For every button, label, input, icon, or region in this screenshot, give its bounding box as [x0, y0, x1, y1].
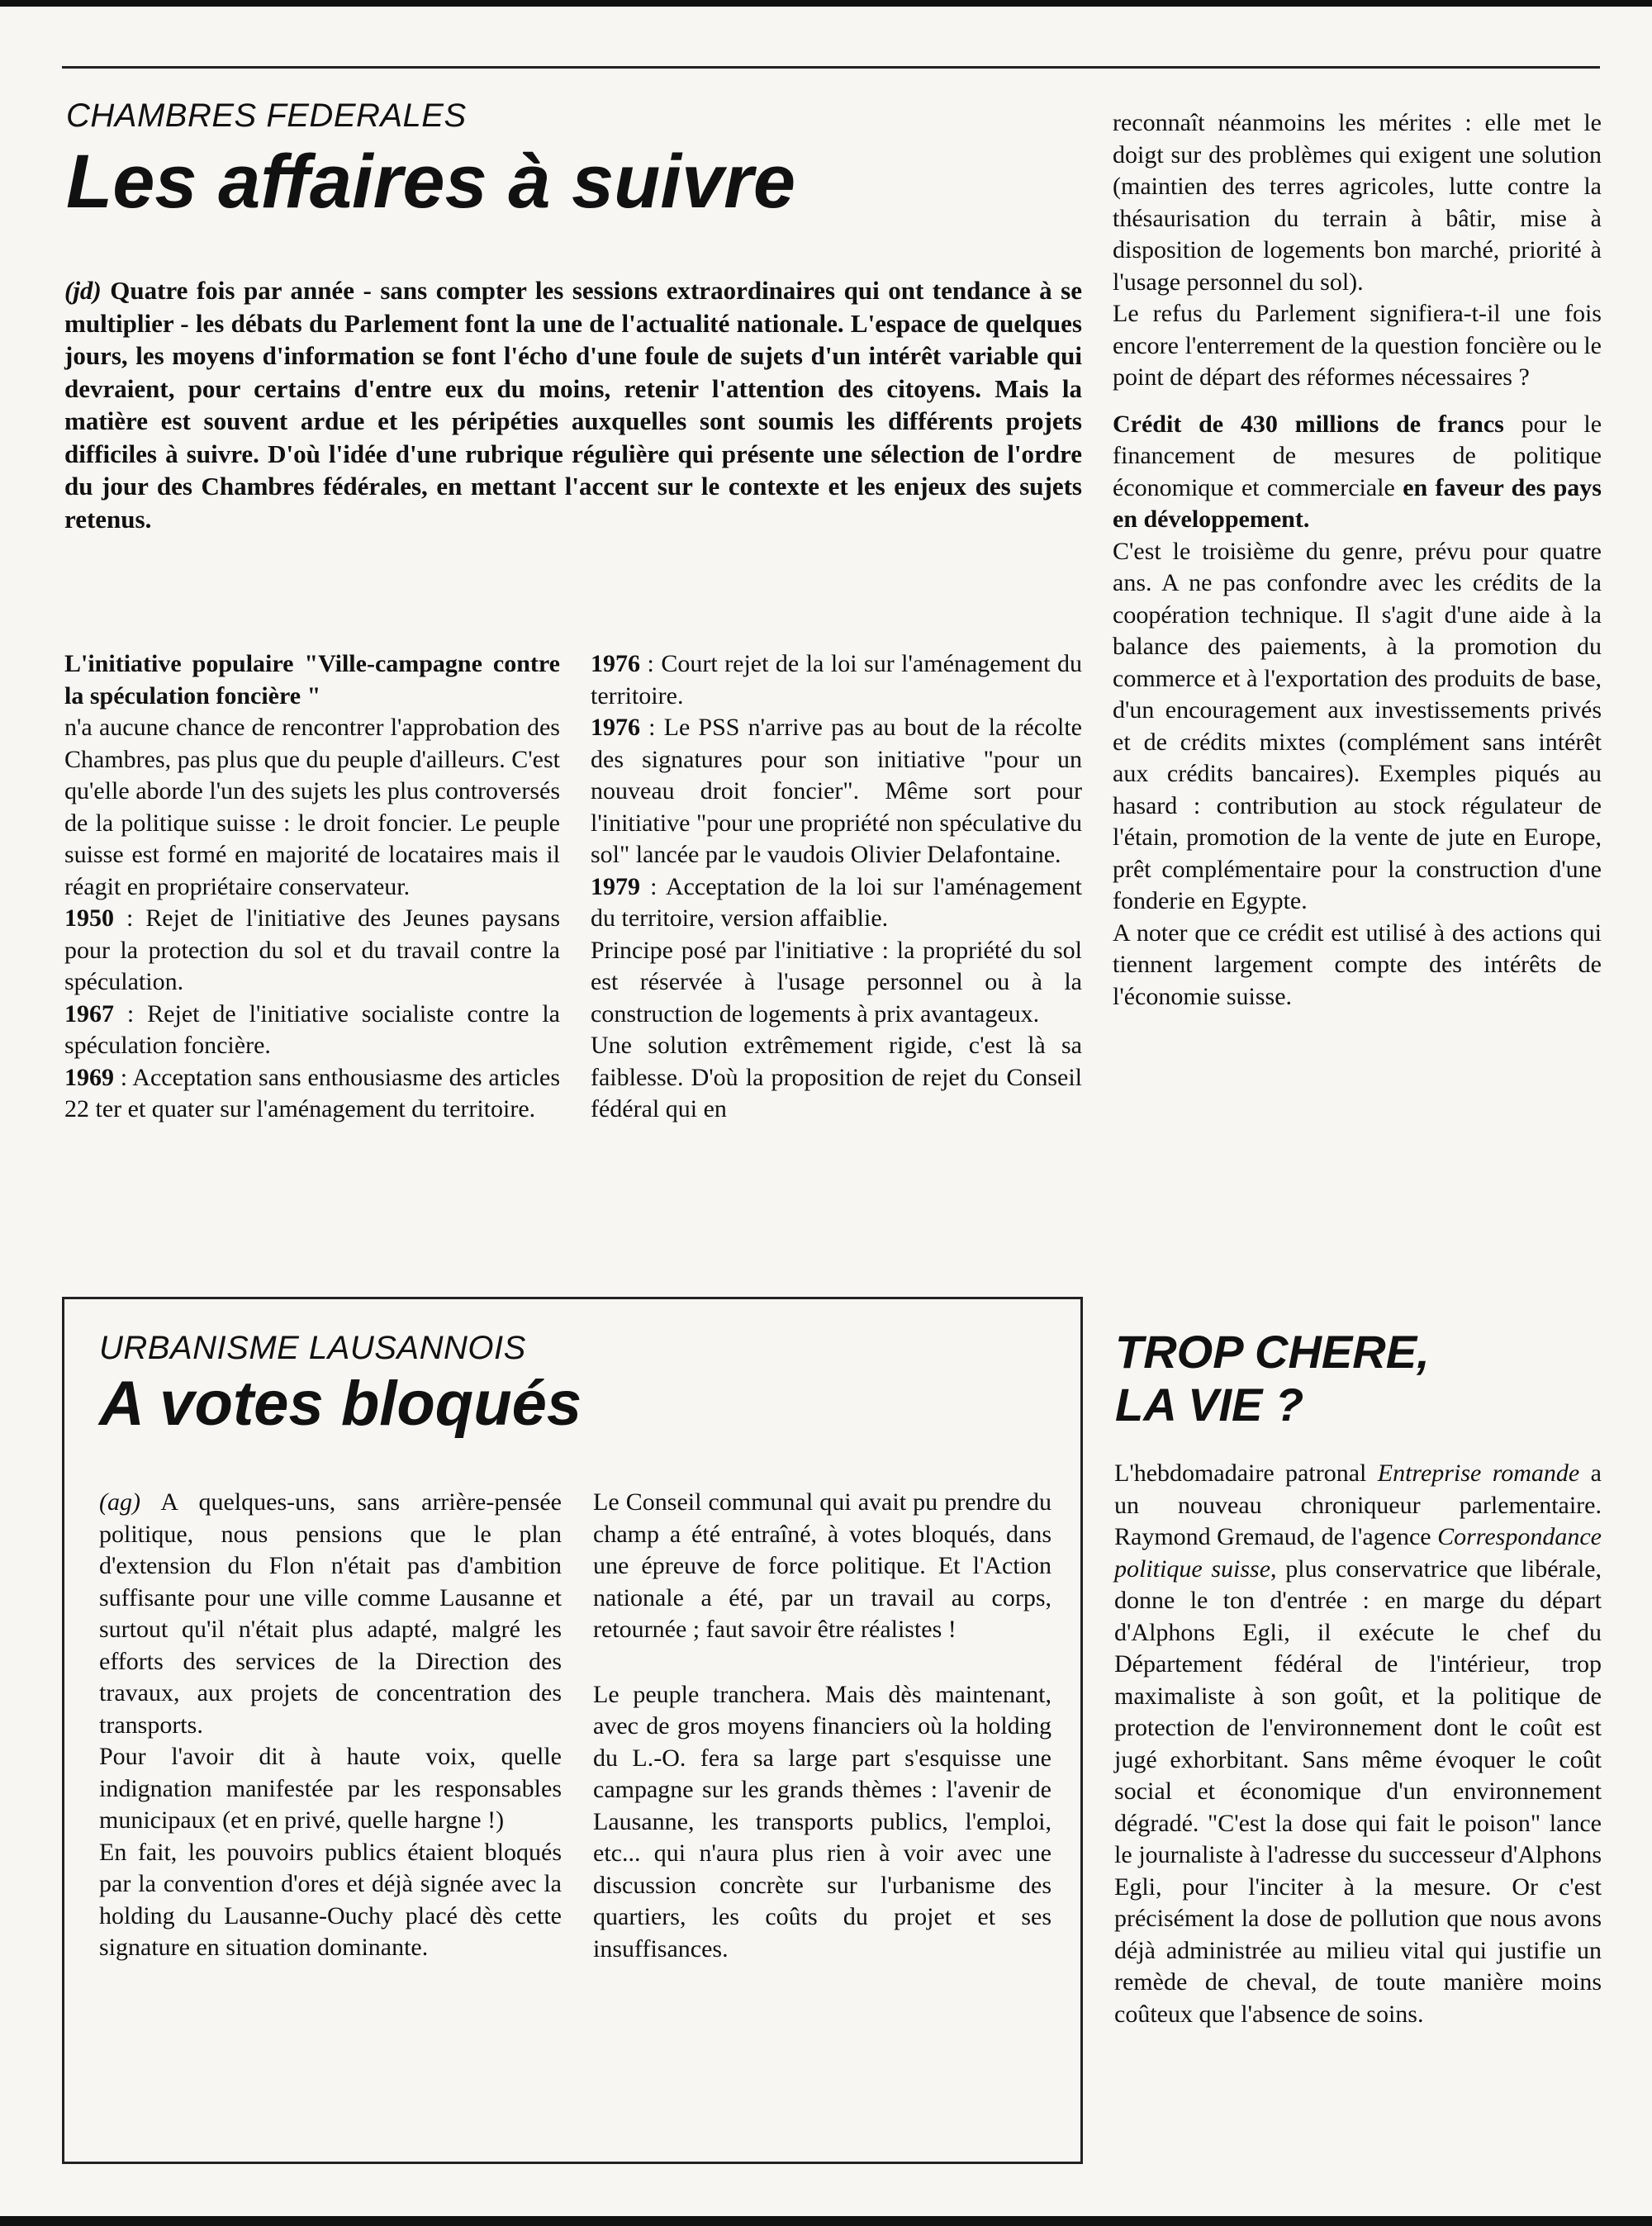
boxed-article-column-1	[99, 1487, 562, 1964]
initiative-intro: n'a aucune chance de rencontrer l'approbation des Chambres, pas plus que du peuple d'ailleurs. C'est qu'elle aborde l'un des sujets les plus controversés de la politique suisse : le droit foncier. Le peuple suisse est formé en majorité de locataires mais il réagit en propriétaire conservateur.	[64, 714, 560, 900]
side-paragraph: L'hebdomadaire patronal Entreprise romande a un nouveau chroniqueur parlementaire. Raymond Gremaud, de l'agence Correspondance politique suisse, plus conservatrice que libérale, donne le ton d'entrée : en marge du départ d'Alphons Egli, il exécute le chef du Département fédéral de l'intérieur, trop maximaliste à son goût, et la politique de protection de l'environnement dont le coût est jugé exhorbitant. Sans même évoquer le coût social et économique d'un environnement dégradé. "C'est la dose qui fait le poison" lance le journaliste à l'adresse du successeur d'Alphons Egli, pour l'inciter à la mesure. Or c'est précisément la dose de pollution que nous avons déjà administrée au milieu vital qui justifie un remède de cheval, de toute manière moins coûteux que l'absence de soins.	[1114, 1459, 1602, 2028]
initiative-subhead: L'initiative populaire "Ville-campagne contre la spéculation foncière "	[64, 650, 560, 710]
credit-paragraph: C'est le troisième du genre, prévu pour quatre ans. A ne pas confondre avec les crédits de la coopération technique. Il s'agit d'une aide à la balance des paiements, à la promotion du commerce et à l'exportation des produits de base, d'un encouragement aux investissements privés et de crédits mixtes (complément sans intérêt aux crédits bancaires). Exemples piqués au hasard : contribution au stock régulateur de l'étain, promotion de la vente de jute en Europe, prêt complémentaire pour la construction d'une fonderie en Egypte.	[1113, 537, 1602, 914]
top-border	[0, 0, 1652, 7]
boxed-paragraph-5: Le peuple tranchera. Mais dès maintenant, avec de gros moyens financiers où la holding du L.-O. fera sa large part s'esquisse une campagne sur les grands thèmes : l'avenir de Lausanne, les transports publics, l'emploi, etc... qui n'aura plus rien à voir avec une discussion concrète sur l'urbanisme des quartiers, les coûts du projet et ses insuffisances.	[593, 1680, 1051, 1963]
boxed-paragraph-3: En fait, les pouvoirs publics étaient bloqués par la convention d'ores et déjà signée avec la holding du Lausanne-Ouchy placé dès cette signature en situation dominante.	[99, 1838, 562, 1961]
boxed-article-header	[99, 1330, 1049, 1439]
bottom-border	[0, 2216, 1652, 2226]
article-kicker: CHAMBRES FEDERALES	[66, 97, 467, 134]
year-1976-b: 1976	[591, 714, 640, 741]
lead-author: (jd)	[64, 276, 102, 305]
side-article-body	[1114, 1458, 1602, 2030]
article-column-1	[64, 648, 560, 1126]
credit-note: A noter que ce crédit est utilisé à des actions qui tiennent largement compte des intérêts de l'économie suisse.	[1113, 918, 1602, 1010]
article-header	[66, 97, 1074, 224]
question-paragraph: Le refus du Parlement signifiera-t-il une fois encore l'enterrement de la question foncière ou le point de départ des réformes nécessaires ?	[1113, 300, 1602, 391]
boxed-article-column-2	[593, 1487, 1051, 1965]
article-column-3	[1113, 107, 1602, 1013]
article-column-2	[591, 648, 1082, 1126]
boxed-paragraph-2: Pour l'avoir dit à haute voix, quelle indignation manifestée par les responsables municipaux (et en privé, quelle hargne !)	[99, 1743, 562, 1834]
boxed-paragraph-4: Le Conseil communal qui avait pu prendre du champ a été entraîné, à votes bloqués, dans une épreuve de force politique. Et l'Action nationale a été, par un travail au corps, retournée ; faut savoir être réalistes !	[593, 1488, 1051, 1643]
year-1969: 1969	[64, 1063, 114, 1091]
boxed-article-kicker: URBANISME LAUSANNOIS	[99, 1330, 526, 1366]
side-article-title-line-2: LA VIE ?	[1115, 1379, 1304, 1431]
header-rule	[62, 66, 1600, 69]
timeline-1950: 1950 : Rejet de l'initiative des Jeunes paysans pour la protection du sol et du travail contre la spéculation.	[64, 904, 560, 995]
credit-subhead: Crédit de 430 millions de francs pour le financement de mesures de politique économique et commerciale en faveur des pays en développement.	[1113, 410, 1602, 533]
lead-text: Quatre fois par année - sans compter les sessions extraordinaires qui ont tendance à se multiplier - les débats du Parlement font la une de l'actualité nationale. L'espace de quelques jours, les moyens d'information se font l'écho d'une foule de sujets d'un intérêt variable qui devraient, pour certains d'entre eux du moins, retenir l'attention des citoyens. Mais la matière est souvent ardue et les péripéties auxquelles sont soumis les différents projets difficiles à suivre. D'où l'idée d'une rubrique régulière qui présente une sélection de l'ordre du jour des Chambres fédérales, en mettant l'accent sur le contexte et les enjeux des sujets retenus.	[64, 276, 1082, 534]
solution-paragraph: Une solution extrêmement rigide, c'est là sa faiblesse. D'où la proposition de rejet du Conseil fédéral qui en	[591, 1032, 1082, 1122]
publication-name: Entreprise romande	[1377, 1459, 1580, 1487]
year-1967: 1967	[64, 999, 114, 1028]
timeline-1969: 1969 : Acceptation sans enthousiasme des articles 22 ter et quater sur l'aménagement du territoire.	[64, 1063, 560, 1122]
year-1976-a: 1976	[591, 650, 640, 677]
principle-paragraph: Principe posé par l'initiative : la propriété du sol est réservée à l'usage personnel ou à la construction de logements à prix avantageux.	[591, 936, 1082, 1028]
timeline-1976-b: 1976 : Le PSS n'arrive pas au bout de la récolte des signatures pour son initiative "pour un nouveau droit foncier". Même sort pour l'initiative "pour une propriété non spéculative du sol" lancée par le vaudois Olivier Delafontaine.	[591, 714, 1082, 868]
timeline-1979: 1979 : Acceptation de la loi sur l'aménagement du territoire, version affaiblie.	[591, 872, 1082, 932]
agency-name: Correspondance politique suisse	[1114, 1523, 1602, 1583]
boxed-author: (ag)	[99, 1488, 140, 1516]
continuation-paragraph: reconnaît néanmoins les mérites : elle met le doigt sur des problèmes qui exigent une solution (maintien des terres agricoles, lutte contre la thésaurisation du terrain à bâtir, mise à disposition de logements bon marché, priorité à l'usage personnel du sol).	[1113, 109, 1602, 296]
year-1979: 1979	[591, 872, 640, 900]
side-article-header	[1115, 1326, 1602, 1431]
boxed-article-title: A votes bloqués	[99, 1369, 582, 1439]
timeline-1976-a: 1976 : Court rejet de la loi sur l'aménagement du territoire.	[591, 650, 1082, 710]
side-article-title-line-1: TROP CHERE,	[1115, 1326, 1430, 1378]
year-1950: 1950	[64, 904, 114, 932]
boxed-paragraph-1: (ag) A quelques-uns, sans arrière-pensée politique, nous pensions que le plan d'extension du Flon n'était pas d'ambition suffisante pour une ville comme Lausanne et surtout qu'il n'était plus adapté, malgré les efforts des services de la Direction des travaux, aux projets de concentration des transports.	[99, 1488, 562, 1739]
article-title: Les affaires à suivre	[66, 140, 796, 224]
timeline-1967: 1967 : Rejet de l'initiative socialiste contre la spéculation foncière.	[64, 999, 560, 1059]
article-lead	[64, 274, 1082, 535]
